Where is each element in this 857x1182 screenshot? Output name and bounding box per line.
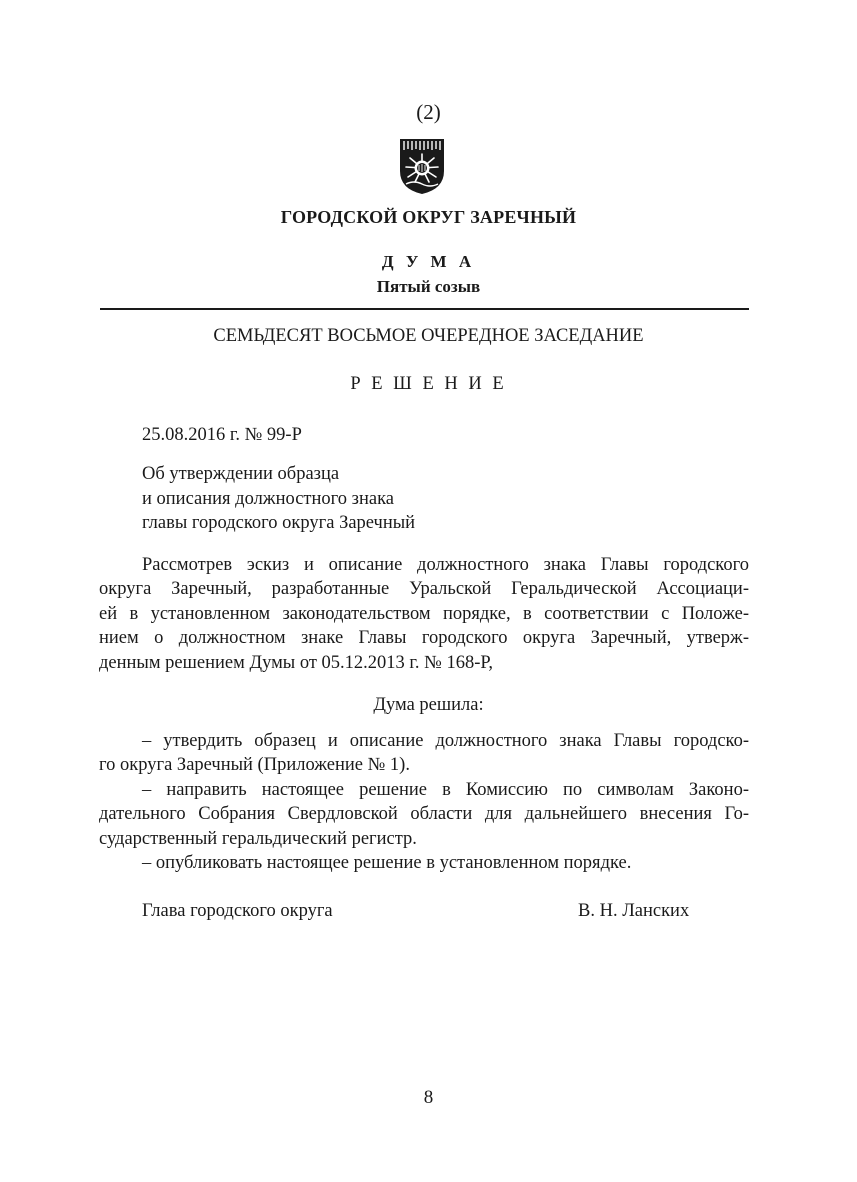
- duma-title: Д У М А: [381, 252, 476, 271]
- item-line: сударственный геральдический регистр.: [99, 828, 417, 849]
- subject-line: Об утверждении образца: [142, 464, 340, 484]
- header-divider: [100, 308, 749, 310]
- decision-title: Р Е Ш Е Н И Е: [350, 374, 507, 394]
- preamble-line: ей в установленном законодательством порядке, в соответствии с Положе-: [99, 603, 749, 624]
- preamble-line: денным решением Думы от 05.12.2013 г. № 168-Р,: [99, 652, 493, 673]
- signatory-name: В. Н. Ланских: [578, 901, 690, 921]
- subject-line: главы городского округа Заречный: [142, 513, 416, 534]
- preamble-paragraph: [99, 553, 749, 675]
- session-title: СЕМЬДЕСЯТ ВОСЬМОЕ ОЧЕРЕДНОЕ ЗАСЕДАНИЕ: [213, 326, 644, 346]
- item-line: го округа Заречный (Приложение № 1).: [99, 755, 410, 776]
- decision-date-number: 25.08.2016 г. № 99-Р: [142, 425, 302, 445]
- convocation-label: Пятый созыв: [376, 277, 481, 296]
- resolved-heading: Дума решила:: [373, 695, 484, 715]
- page-number: 8: [423, 1087, 434, 1108]
- subject-line: и описания должностного знака: [142, 488, 394, 509]
- item-line: – опубликовать настоящее решение в установленном порядке.: [142, 852, 632, 873]
- item-line: – утвердить образец и описание должностного знака Главы городско-: [142, 731, 749, 751]
- coat-of-arms-icon: [398, 137, 446, 195]
- item-line: дательного Собрания Свердловской области для дальнейшего внесения Го-: [99, 804, 749, 825]
- document-number: (2): [416, 100, 441, 124]
- organization-title: ГОРОДСКОЙ ОКРУГ ЗАРЕЧНЫЙ: [280, 207, 577, 227]
- decision-subject: [142, 462, 415, 536]
- signatory-position: Глава городского округа: [142, 901, 333, 921]
- decision-items: [99, 729, 749, 875]
- preamble-line: нием о должностном знаке Главы городского округа Заречный, утверж-: [99, 628, 749, 649]
- preamble-line: Рассмотрев эскиз и описание должностного знака Главы городского: [142, 555, 749, 575]
- preamble-line: округа Заречный, разработанные Уральской Геральдической Ассоциаци-: [99, 579, 749, 600]
- item-line: – направить настоящее решение в Комиссию по символам Законо-: [142, 779, 749, 800]
